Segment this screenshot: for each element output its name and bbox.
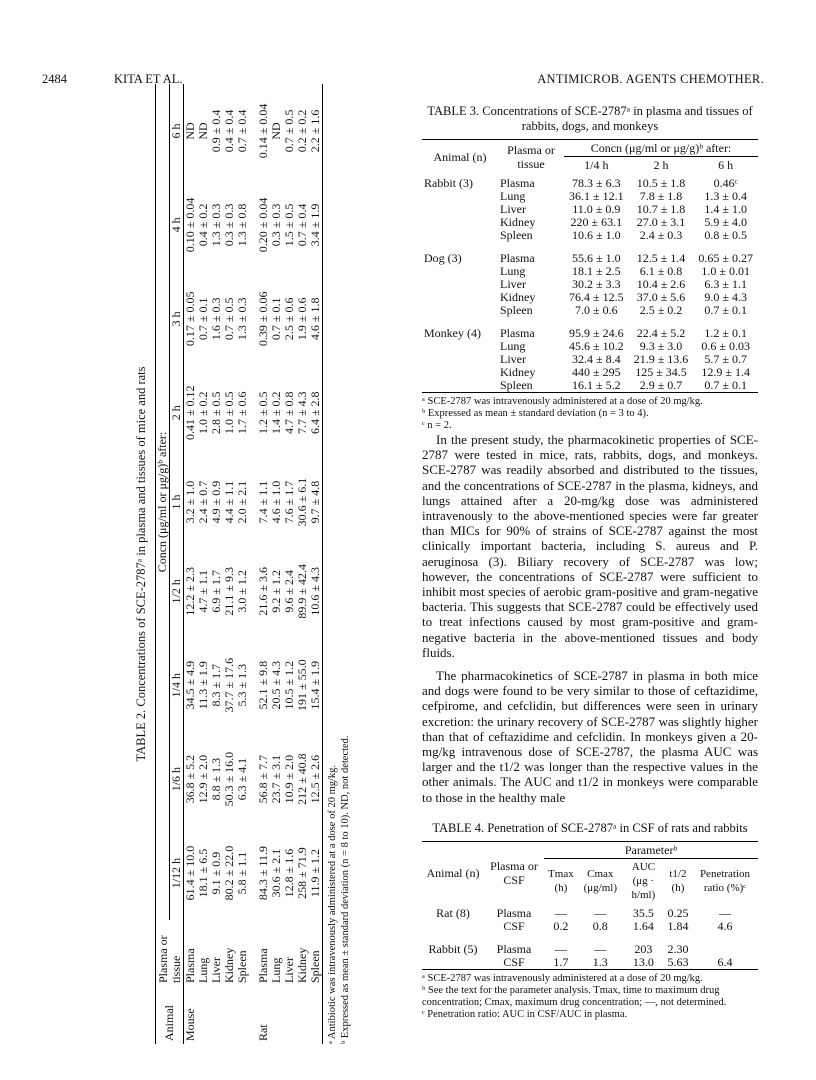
- table2-value: 5.3 ± 1.3: [235, 663, 249, 707]
- table3-footnote: ᶜ n = 2.: [422, 420, 452, 431]
- table2-value: 0.14 ± 0.04: [256, 103, 270, 159]
- table3-value: 10.5 ± 1.8: [636, 176, 686, 190]
- table4-value: 1.7: [553, 955, 569, 969]
- table2-value: 0.3 ± 0.3: [269, 203, 283, 247]
- table2-animal: [197, 986, 210, 1044]
- table2-animal: [236, 986, 253, 1044]
- table-row: [309, 84, 323, 1044]
- table3-conc-header: Concn (μg/ml or μg/g)ᵇ after:: [564, 140, 758, 157]
- table3-value: 5.7 ± 0.7: [704, 352, 747, 366]
- table4-value: 2.30: [667, 942, 689, 956]
- table2-value: 2.4 ± 0.7: [196, 480, 210, 524]
- table2-value: 15.4 ± 1.9: [308, 660, 322, 710]
- table-row: [422, 247, 758, 265]
- table2-tissue: Liver: [282, 957, 296, 983]
- table2-time-header: 6 h: [169, 123, 183, 139]
- table2-value: 52.1 ± 9.8: [256, 660, 270, 710]
- table3-value: 10.4 ± 2.6: [636, 277, 686, 291]
- table2-value: 0.7 ± 0.5: [222, 297, 236, 341]
- table3-value: 125 ± 34.5: [635, 365, 687, 379]
- table3-value: 22.4 ± 5.2: [636, 326, 686, 340]
- table3-animal: [422, 291, 498, 304]
- table3-animal: [422, 379, 498, 393]
- table2-tissue: Lung: [196, 957, 210, 983]
- table2-tissue: Lung: [269, 957, 283, 983]
- table-row: [422, 175, 758, 190]
- table2-value: 37.7 ± 17.6: [222, 657, 236, 713]
- table4-value: —: [718, 906, 731, 920]
- table2-value: 7.6 ± 1.7: [282, 480, 296, 524]
- table2-value: 1.3 ± 0.3: [235, 297, 249, 341]
- table2-value: 23.7 ± 3.1: [269, 754, 283, 804]
- table3-value: 1.4 ± 1.0: [704, 202, 747, 216]
- table2-value: 6.9 ± 1.7: [209, 569, 223, 613]
- table2-value: 10.9 ± 2.0: [282, 754, 296, 804]
- table3-tissue: Lung: [500, 339, 526, 353]
- table4-value: —: [554, 942, 567, 956]
- table3-value: 2.5 ± 0.2: [639, 303, 683, 317]
- table3-value: 220 ± 63.1: [570, 215, 623, 229]
- table3-animal: Dog (3): [424, 251, 462, 265]
- table3-animal: Rabbit (3): [424, 176, 473, 190]
- table3-animal: [422, 203, 498, 216]
- table2-value: 5.8 ± 1.1: [235, 851, 249, 895]
- table2-time-header: 1/6 h: [169, 766, 183, 792]
- table2-value: 1.3 ± 0.3: [209, 203, 223, 247]
- table2-value: 4.7 ± 0.8: [282, 391, 296, 435]
- table3-value: 0.7 ± 0.1: [704, 303, 747, 317]
- table-row: [422, 920, 758, 938]
- table2-value: 3.4 ± 1.9: [308, 203, 322, 247]
- table3-value: 440 ± 295: [572, 365, 621, 379]
- table3-value: 0.46ᶜ: [713, 176, 738, 190]
- table2-value: 4.6 ± 1.0: [269, 480, 283, 524]
- table4-animal: [422, 920, 484, 938]
- table2-value: 2.0 ± 2.1: [235, 480, 249, 524]
- table2-value: 1.6 ± 0.3: [209, 297, 223, 341]
- table2-value: 89.9 ± 42.4: [295, 563, 309, 619]
- table2-value: 0.7 ± 0.1: [269, 297, 283, 341]
- table3-value: 37.0 ± 5.6: [636, 290, 686, 304]
- table2-value: 1.2 ± 0.5: [256, 391, 270, 435]
- table2-animal: [223, 986, 236, 1044]
- table3-tissue: Liver: [500, 202, 526, 216]
- table2-value: 1.5 ± 0.5: [282, 203, 296, 247]
- table3-value: 0.8 ± 0.5: [704, 228, 747, 242]
- table4-source: CSF: [503, 955, 525, 969]
- table2-value: 191 ± 55.0: [295, 659, 309, 711]
- table2-tissue: Kidney: [222, 947, 236, 983]
- table3-value: 95.9 ± 24.6: [569, 326, 624, 340]
- table3-tissue: Spleen: [500, 378, 533, 392]
- table2-value: 18.1 ± 6.5: [196, 848, 210, 898]
- table4-value: 0.2: [553, 919, 569, 933]
- table3-value: 6.3 ± 1.1: [704, 277, 747, 291]
- table2-tissue: Kidney: [295, 947, 309, 983]
- table3-value: 2.9 ± 0.7: [639, 378, 683, 392]
- table2-value: 3.2 ± 1.0: [183, 480, 197, 524]
- table3-tissue: Kidney: [500, 365, 536, 379]
- table3-tissue: Plasma: [500, 251, 535, 265]
- table2-value: 9.6 ± 2.4: [282, 569, 296, 613]
- table3-value: 10.6 ± 1.0: [572, 228, 621, 242]
- table2-value: ND: [183, 122, 197, 140]
- table2-footnotes: [326, 84, 352, 1044]
- table3-animal: [422, 278, 498, 291]
- table4-value: 1.64: [632, 919, 654, 933]
- journal-title: ANTIMICROB. AGENTS CHEMOTHER.: [537, 72, 764, 86]
- table3-value: 7.8 ± 1.8: [639, 189, 683, 203]
- table3-value: 76.4 ± 12.5: [569, 290, 624, 304]
- table3-animal: [422, 229, 498, 247]
- table4-param-header: AUC (μg · h/ml): [631, 861, 656, 901]
- table3-caption: TABLE 3. Concentrations of SCE-2787ᵃ in plasma and tissues of rabbits, dogs, and monkeys: [427, 104, 753, 133]
- table3-footnote: ᵇ Expressed as mean ± standard deviation (n = 3 to 4).: [422, 408, 649, 419]
- table3-animal: [422, 304, 498, 322]
- table2-value: 0.7 ± 0.5: [282, 109, 296, 153]
- table2-value: 84.3 ± 11.9: [256, 845, 270, 901]
- table4-col-source: Plasma or CSF: [490, 858, 538, 887]
- table3-value: 12.5 ± 1.4: [636, 251, 686, 265]
- table-row: [422, 938, 758, 956]
- table2-value: 30.6 ± 6.1: [295, 477, 309, 527]
- table4-value: [692, 938, 758, 956]
- table2-time-header: 1/2 h: [169, 579, 183, 604]
- table-row: [236, 84, 253, 1044]
- table2-value: 34.5 ± 4.9: [183, 660, 197, 710]
- table2-value: 0.41 ± 0.12: [183, 385, 197, 441]
- table2-value: 61.4 ± 10.0: [183, 845, 197, 901]
- table3: [422, 104, 758, 432]
- table4-source: Plasma: [496, 942, 532, 956]
- table2-animal: [296, 986, 309, 1044]
- table2-value: 7.4 ± 1.1: [256, 480, 270, 524]
- body-paragraph: The pharmacokinetics of SCE-2787 in plasma in both mice and dogs were found to be very similar to those of ceftazidime, cefpirome, and cefclidin, but differences were seen in urinary excretion: the urinary recovery of SCE-2787 was slightly higher than that of ceftazidime and cefclidin. In monkeys given a 20-mg/kg intravenous dose of SCE-2787, the plasma AUC was larger and the t1/2 was longer than the respective values in the other animals. The AUC and t1/2 in monkeys were comparable to those in the healthy male: [422, 668, 758, 805]
- table2-value: 2.8 ± 0.5: [209, 391, 223, 435]
- table4-value: 4.6: [717, 919, 733, 933]
- table4-value: 1.84: [667, 919, 689, 933]
- table4-value: —: [554, 906, 567, 920]
- table2-value: 30.6 ± 2.1: [269, 848, 283, 898]
- table3-animal: Monkey (4): [424, 326, 481, 340]
- table2-value: 6.4 ± 2.8: [308, 391, 322, 435]
- table3-value: 0.65 ± 0.27: [698, 251, 753, 265]
- table2-footnote: ᵃ Antibiotic was intravenously administered at a dose of 20 mg/kg.: [327, 764, 338, 1044]
- table3-value: 18.1 ± 2.5: [572, 264, 621, 278]
- table3-footnote: ᵃ SCE-2787 was intravenously administered at a dose of 20 mg/kg.: [422, 396, 703, 407]
- table-row: [253, 84, 270, 1044]
- table2-value: 1.4 ± 0.2: [269, 391, 283, 435]
- table4-value: 203: [634, 942, 653, 956]
- table-row: [422, 322, 758, 340]
- table2-value: 7.7 ± 4.3: [295, 391, 309, 435]
- table2-time-header: 1 h: [169, 494, 183, 510]
- table4-value: 0.25: [667, 906, 689, 920]
- table2-value: 11.9 ± 1.2: [308, 848, 322, 898]
- table3-value: 16.1 ± 5.2: [572, 378, 621, 392]
- table2-value: 0.20 ± 0.04: [256, 197, 270, 253]
- table2-value: 12.9 ± 2.0: [196, 754, 210, 804]
- table4-source: Plasma: [496, 906, 532, 920]
- table2-value: 4.6 ± 1.8: [308, 297, 322, 341]
- table3-animal: [422, 340, 498, 353]
- table3-footnotes: [422, 396, 758, 432]
- table3-value: 21.9 ± 13.6: [633, 352, 689, 366]
- table3-tissue: Plasma: [500, 176, 535, 190]
- table-row: [184, 84, 198, 1044]
- table3-time-header: 2 h: [653, 158, 669, 172]
- table2-value: 4.7 ± 1.1: [196, 569, 210, 613]
- table2-value: 12.5 ± 2.6: [308, 754, 322, 804]
- table3-tissue: Spleen: [500, 228, 533, 242]
- table2-value: 212 ± 40.8: [295, 753, 309, 805]
- table3-grid: [422, 139, 758, 393]
- table2-value: 4.9 ± 0.9: [209, 480, 223, 524]
- table2-value: ND: [196, 122, 210, 140]
- body-paragraph: In the present study, the pharmacokinetic properties of SCE-2787 were tested in mice, rats, rabbits, dogs, and monkeys. SCE-2787 was readily absorbed and distributed to the tissues, and the concentrations of SCE-2787 in the plasma, kidneys, and lungs attained after a 20-mg/kg dose was administered intravenously to the above-mentioned species were far greater than MICs for 90% of strains of SCE-2787 against the most clinically important bacteria, including S. aureus and P. aeruginosa (3). Biliary recovery of SCE-2787 was low; however, the concentrations of SCE-2787 were sufficient to inhibit most species of aerobic gram-positive and gram-negative bacteria. This suggests that SCE-2787 could be effectively used to treat infections caused by most gram-positive and gram-negative bacteria in the above-mentioned tissues and body fluids.: [422, 432, 758, 660]
- table2-tissue: Plasma: [183, 948, 197, 983]
- table3-value: 45.6 ± 10.2: [569, 339, 624, 353]
- table2-value: 8.8 ± 1.3: [209, 757, 223, 801]
- table3-animal: [422, 216, 498, 229]
- table3-tissue: Liver: [500, 277, 526, 291]
- table2-tissue: Liver: [209, 957, 223, 983]
- table2-time-header: 4 h: [169, 217, 183, 233]
- table2-value: 3.0 ± 1.2: [235, 569, 249, 613]
- table2-value: 1.7 ± 0.6: [235, 391, 249, 435]
- table4-value: —: [594, 942, 607, 956]
- table2-value: 10.5 ± 1.2: [282, 660, 296, 710]
- table2-animal: [283, 986, 296, 1044]
- table3-value: 5.9 ± 4.0: [704, 215, 747, 229]
- table4-param-header: t1/2 (h): [669, 868, 687, 894]
- table4-value: 5.63: [667, 955, 689, 969]
- table3-value: 11.0 ± 0.9: [572, 202, 621, 216]
- table-row: [422, 304, 758, 322]
- table3-tissue: Plasma: [500, 326, 535, 340]
- table2-value: 36.8 ± 5.2: [183, 754, 197, 804]
- table2-col-tissue: Plasma or tissue: [155, 935, 183, 983]
- table3-animal: [422, 190, 498, 203]
- table4-caption: TABLE 4. Penetration of SCE-2787ᵃ in CSF of rats and rabbits: [432, 821, 748, 835]
- table2-value: 0.17 ± 0.05: [183, 291, 197, 347]
- table2-time-header: 1/4 h: [169, 673, 183, 698]
- table3-value: 7.0 ± 0.6: [575, 303, 618, 317]
- table2-footnote: ᵇ Expressed as mean ± standard deviation (n = 8 to 10). ND, not detected.: [340, 735, 351, 1044]
- table2-value: 6.3 ± 4.1: [235, 757, 249, 801]
- table3-value: 0.6 ± 0.03: [701, 339, 750, 353]
- table-row: [422, 379, 758, 393]
- table3-value: 78.3 ± 6.3: [572, 176, 621, 190]
- table3-tissue: Lung: [500, 264, 526, 278]
- table-row: [422, 905, 758, 920]
- body-text: [422, 432, 758, 813]
- table3-value: 36.1 ± 12.1: [569, 189, 624, 203]
- table2-value: 8.3 ± 1.7: [209, 663, 223, 707]
- table3-value: 1.3 ± 0.4: [704, 189, 747, 203]
- table2-value: 1.3 ± 0.8: [235, 203, 249, 247]
- table2-container: [132, 84, 392, 1044]
- table2-tissue: Spleen: [308, 950, 322, 983]
- table4-param-header: Tmax (h): [548, 868, 574, 894]
- page-number: 2484: [42, 72, 67, 86]
- table4-value: 0.8: [592, 919, 608, 933]
- table2-time-header: 1/12 h: [169, 857, 183, 889]
- table4-value: 35.5: [632, 906, 654, 920]
- table4-source: CSF: [503, 919, 525, 933]
- table3-value: 1.0 ± 0.01: [701, 264, 750, 278]
- table2-conc-header: Concn (μg/ml or μg/g)ᵇ after:: [156, 84, 170, 920]
- table4-value: 6.4: [717, 955, 733, 969]
- table2-value: 0.4 ± 0.2: [196, 203, 210, 247]
- table2-animal: Mouse: [183, 1008, 197, 1041]
- table4-footnote: ᵇ See the text for the parameter analysis. Tmax, time to maximum drug concentration; Cmax, maximum drug concentration; —, not determined.: [422, 985, 727, 1008]
- table3-tissue: Kidney: [500, 215, 536, 229]
- table3-animal: [422, 265, 498, 278]
- table2-animal: [210, 986, 223, 1044]
- table2-value: 20.5 ± 4.3: [269, 660, 283, 710]
- table2-grid: [155, 84, 323, 1044]
- table2-value: 12.8 ± 1.6: [282, 848, 296, 898]
- table2-value: 56.8 ± 7.7: [256, 754, 270, 804]
- table2-value: 1.0 ± 0.5: [222, 391, 236, 435]
- table3-tissue: Lung: [500, 189, 526, 203]
- table2-animal: [309, 986, 323, 1044]
- table3-value: 0.7 ± 0.1: [704, 378, 747, 392]
- table2-value: 0.7 ± 0.4: [235, 109, 249, 153]
- table4-col-animal: Animal (n): [426, 865, 480, 880]
- table3-value: 12.9 ± 1.4: [701, 365, 750, 379]
- table2-value: 0.10 ± 0.04: [183, 197, 197, 253]
- table2-animal: [270, 986, 283, 1044]
- table-row: [422, 956, 758, 970]
- table4-animal: Rabbit (5): [428, 942, 478, 956]
- table4-animal: Rat (8): [436, 906, 470, 920]
- table2-value: 12.2 ± 2.3: [183, 566, 197, 616]
- table2-value: 0.39 ± 0.06: [256, 291, 270, 347]
- table3-value: 10.7 ± 1.8: [636, 202, 686, 216]
- running-authors: KITA ET AL.: [114, 72, 183, 86]
- table2-value: 21.1 ± 9.3: [222, 566, 236, 616]
- table2-value: 0.4 ± 0.4: [222, 109, 236, 153]
- table3-value: 55.6 ± 1.0: [572, 251, 621, 265]
- table3-col-tissue: Plasma or tissue: [507, 142, 555, 171]
- table4-param-header: Penetration ratio (%)ᶜ: [699, 868, 751, 894]
- table3-tissue: Kidney: [500, 290, 536, 304]
- table3-value: 1.2 ± 0.1: [704, 326, 747, 340]
- table3-value: 9.3 ± 3.0: [639, 339, 683, 353]
- table2-value: 1.0 ± 0.2: [196, 391, 210, 435]
- table4-param-header: Cmax (μg/ml): [583, 868, 617, 894]
- table2-caption: TABLE 2. Concentrations of SCE-2787ᵃ in plasma and tissues of mice and rats: [134, 366, 148, 762]
- table4-footnote: ᵃ SCE-2787 was intravenously administered at a dose of 20 mg/kg.: [422, 973, 703, 984]
- table4-value: —: [594, 906, 607, 920]
- table2-value: 11.3 ± 1.9: [196, 661, 210, 710]
- table3-value: 30.2 ± 3.3: [572, 277, 621, 291]
- table3-value: 2.4 ± 0.3: [639, 228, 683, 242]
- table-row: [422, 229, 758, 247]
- table2-value: 9.1 ± 0.9: [209, 851, 223, 895]
- table2-value: ND: [269, 122, 283, 140]
- table2-value: 0.3 ± 0.3: [222, 203, 236, 247]
- table2-value: 0.9 ± 0.4: [209, 109, 223, 153]
- table4-footnotes: [422, 973, 758, 1021]
- table2-value: 1.9 ± 0.6: [295, 297, 309, 341]
- table2-value: 50.3 ± 16.0: [222, 751, 236, 807]
- table2-value: 10.6 ± 4.3: [308, 566, 322, 616]
- table3-value: 32.4 ± 8.4: [572, 352, 621, 366]
- table4-footnote: ᶜ Penetration ratio: AUC in CSF/AUC in plasma.: [422, 1009, 628, 1020]
- table3-value: 27.0 ± 3.1: [636, 215, 686, 229]
- table3-tissue: Liver: [500, 352, 526, 366]
- table2-value: 258 ± 71.9: [295, 847, 309, 899]
- table3-time-header: 1/4 h: [584, 158, 609, 172]
- table4-value: 13.0: [632, 955, 654, 969]
- table2-value: 0.7 ± 0.4: [295, 203, 309, 247]
- table2-time-header: 3 h: [169, 311, 183, 327]
- table2-tissue: Spleen: [235, 950, 249, 983]
- table2-value: 21.6 ± 3.6: [256, 566, 270, 616]
- table3-animal: [422, 366, 498, 379]
- table2-col-animal: Animal: [162, 1005, 176, 1041]
- table3-col-animal: Animal (n): [433, 149, 487, 164]
- table2: [132, 84, 392, 1044]
- table3-value: 6.1 ± 0.8: [639, 264, 683, 278]
- table2-value: 0.2 ± 0.2: [295, 109, 309, 153]
- table2-value: 2.2 ± 1.6: [308, 109, 322, 153]
- table4-value: 1.3: [592, 955, 608, 969]
- table2-value: 9.2 ± 1.2: [269, 569, 283, 613]
- table3-tissue: Spleen: [500, 303, 533, 317]
- table4-param-header: Parameterᵇ: [544, 842, 758, 859]
- table4: [422, 821, 758, 1021]
- table2-value: 2.5 ± 0.6: [282, 297, 296, 341]
- table2-value: 80.2 ± 22.0: [222, 845, 236, 901]
- table3-value: 9.0 ± 4.3: [704, 290, 747, 304]
- table2-value: 4.4 ± 1.1: [222, 480, 236, 524]
- table2-time-header: 2 h: [169, 405, 183, 421]
- table2-tissue: Plasma: [256, 948, 270, 983]
- table3-time-header: 6 h: [718, 158, 734, 172]
- table2-value: 0.7 ± 0.1: [196, 297, 210, 341]
- table3-animal: [422, 353, 498, 366]
- table4-grid: [422, 841, 758, 970]
- table2-animal: Rat: [256, 1024, 270, 1041]
- table4-animal: [422, 956, 484, 970]
- table2-value: 9.7 ± 4.8: [308, 480, 322, 524]
